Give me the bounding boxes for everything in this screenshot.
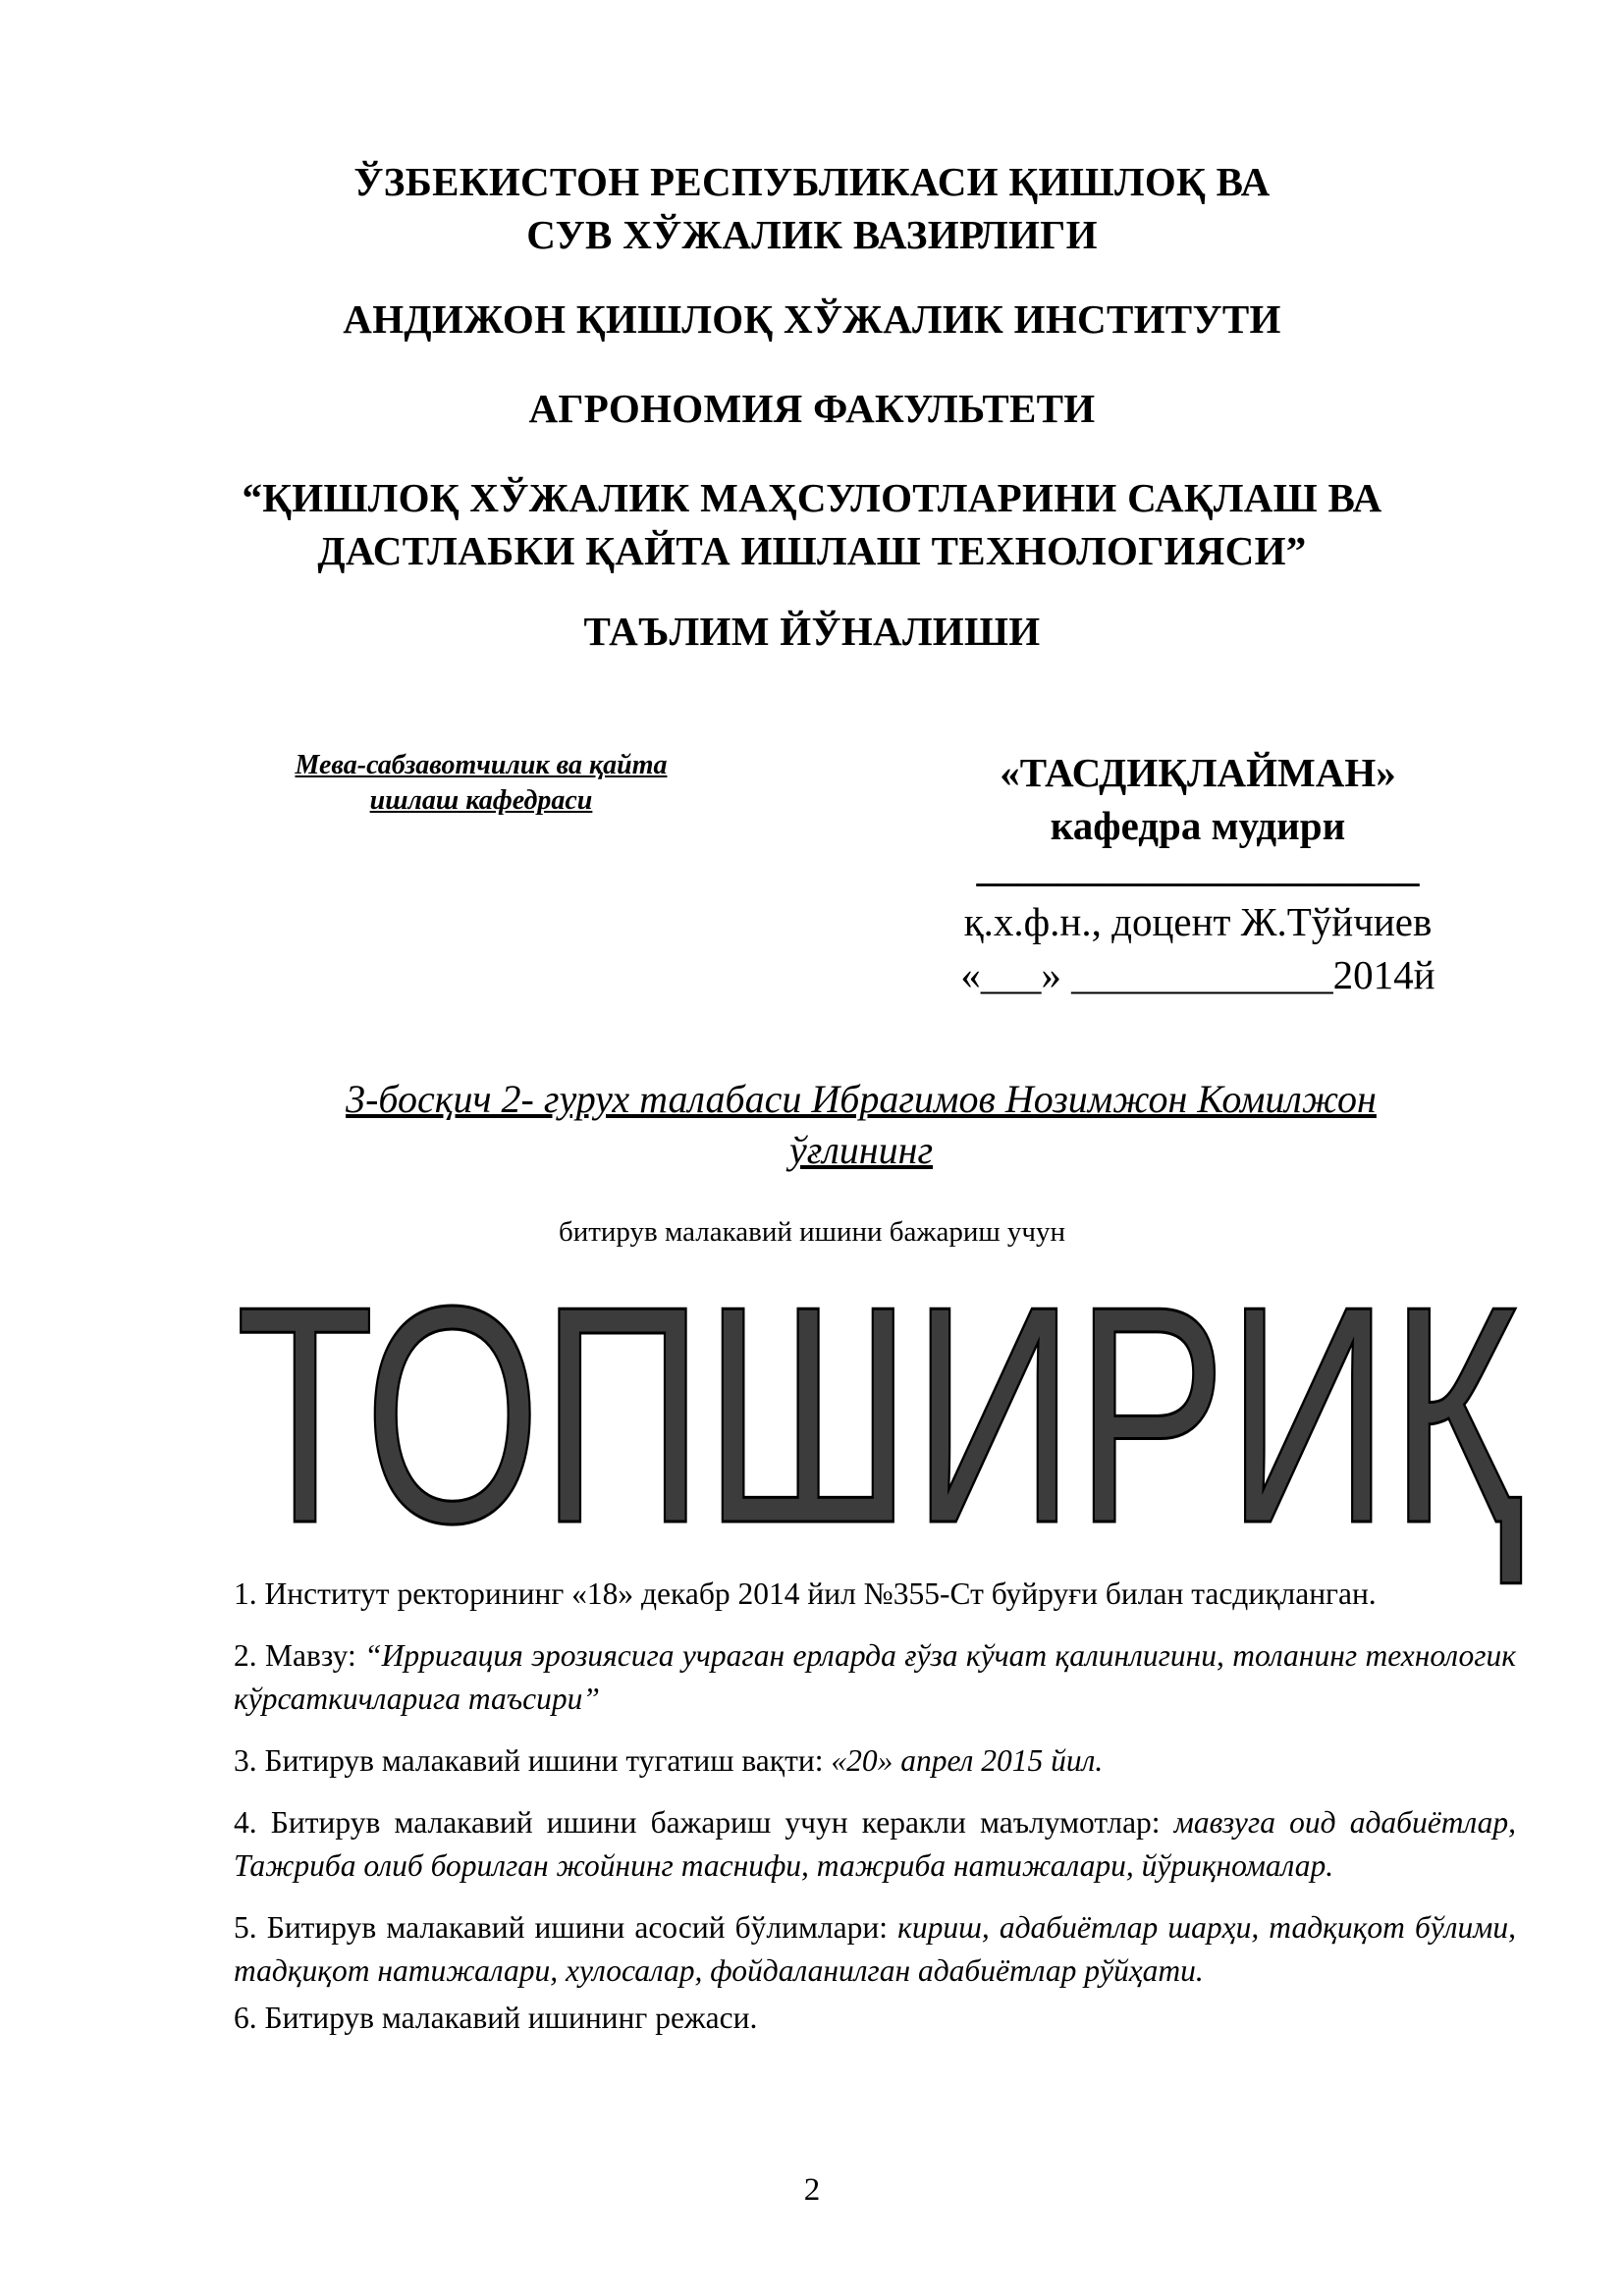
task-item-1 [234, 1573, 1516, 1616]
student-info [245, 1074, 1477, 1176]
institute-heading: АНДИЖОН ҚИШЛОҚ ХЎЖАЛИК ИНСТИТУТИ [343, 296, 1281, 342]
direction-heading [0, 471, 1624, 577]
purpose-text: битирув малакавий ишини бажариш учун [558, 1216, 1066, 1248]
student-line-1: 3-босқич 2- гурух талабаси Ибрагимов Нозимжон Комилжон [346, 1077, 1377, 1121]
ministry-line-1: ЎЗБЕКИСТОН РЕСПУБЛИКАСИ ҚИШЛОҚ ВА [353, 159, 1271, 204]
page-number: 2 [803, 2172, 821, 2208]
task-item-3-prefix: 3. Битирув малакавий ишини тугатиш вақти: [234, 1743, 832, 1778]
approval-role: кафедра мудири [1050, 803, 1346, 848]
task-item-4-detail: мавзуга оид адабиётлар, Тажриба олиб борилган жойнинг таснифи, тажриба натижалари, йўриқномалар. [234, 1805, 1516, 1883]
task-item-2-topic: “Ирригация эрозиясига учраган ерларда ғўза кўчат қалинлигини, толанинг технологик кўрсаткичларига таъсири” [234, 1638, 1516, 1716]
task-item-5-prefix: 5. Битирув малакавий ишини асосий бўлимлари: [234, 1910, 898, 1945]
task-item-6 [234, 1997, 1516, 2040]
department-line-2: ишлаш кафедраси [369, 785, 593, 816]
task-item-5-detail: кириш, адабиётлар шарҳи, тадқиқот бўлими, тадқиқот натижалари, хулосалар, фойдаланилган адабиётлар рўйҳати. [234, 1910, 1516, 1988]
task-item-1-text: 1. Институт ректорининг «18» декабр 2014 йил №355-Ст буйруғи билан тасдиқланган. [234, 1576, 1377, 1611]
task-item-3 [234, 1739, 1516, 1783]
task-list [234, 1573, 1516, 2058]
faculty-heading: АГРОНОМИЯ ФАКУЛЬТЕТИ [528, 386, 1096, 431]
department-name [236, 748, 727, 819]
task-item-4 [234, 1801, 1516, 1888]
department-line-1: Мева-сабзавотчилик ва қайта [295, 750, 668, 780]
approval-signer: қ.х.ф.н., доцент Ж.Тўйчиев [963, 899, 1433, 944]
big-title: ТОПШИРИҚ [236, 1242, 1525, 1587]
direction-line-2: ДАСТЛАБКИ ҚАЙТА ИШЛАШ ТЕХНОЛОГИЯСИ” [317, 528, 1307, 573]
approval-date: «___» _____________2014й [960, 952, 1435, 997]
task-item-2 [234, 1634, 1516, 1721]
direction-label: ТАЪЛИМ ЙЎНАЛИШИ [583, 609, 1041, 654]
task-item-3-date: «20» апрел 2015 йил. [831, 1743, 1104, 1778]
task-item-2-prefix: 2. Мавзу: [234, 1638, 365, 1673]
approval-block [844, 746, 1551, 1001]
ministry-heading [0, 155, 1624, 261]
approval-title: «ТАСДИҚЛАЙМАН» [1000, 750, 1396, 795]
task-item-4-prefix: 4. Битирув малакавий ишини бажариш учун керакли маълумотлар: [234, 1805, 1174, 1840]
direction-line-1: “ҚИШЛОҚ ХЎЖАЛИК МАҲСУЛОТЛАРИНИ САҚЛАШ ВА [242, 475, 1382, 520]
ministry-line-2: СУВ ХЎЖАЛИК ВАЗИРЛИГИ [526, 212, 1098, 257]
signature-line: ______________________ [976, 844, 1420, 889]
student-line-2: ўғлининг [788, 1128, 934, 1172]
task-item-6-text: 6. Битирув малакавий ишининг режаси. [234, 2001, 758, 2035]
task-item-5 [234, 1906, 1516, 1993]
big-title-wordart [221, 1227, 1537, 1600]
